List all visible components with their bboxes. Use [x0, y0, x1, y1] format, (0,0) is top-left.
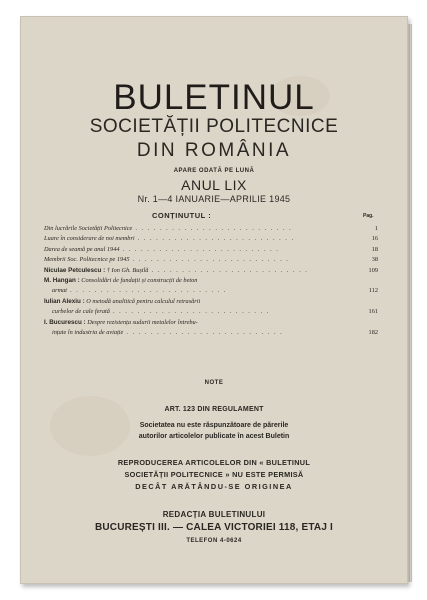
- toc-title: Consolidări de fundații și construcții de beton: [81, 276, 198, 284]
- toc-entry-text: [44, 318, 198, 328]
- toc-title: Luare în considerare de noi membri: [44, 235, 135, 243]
- reproduction-notice-line1: REPRODUCEREA ARTICOLELOR DIN « BULETINUL: [117, 458, 311, 467]
- toc-author: M. Hangan :: [44, 276, 80, 284]
- toc-title: Darea de seamă pe anul 1944: [44, 245, 120, 253]
- toc-page-number: 16: [371, 235, 378, 243]
- toc-leader-dots: . . . . . . . . . . . . . . . . . . . . . . . . . .: [129, 256, 290, 264]
- toc-author: Niculae Petculescu :: [44, 266, 106, 274]
- toc-entry: [44, 318, 378, 328]
- journal-title: BULETINUL: [113, 78, 315, 117]
- journal-subtitle-line2: DIN ROMÂNIA: [136, 140, 292, 161]
- toc-entry: [44, 255, 378, 265]
- toc-entry-text: [44, 266, 308, 276]
- toc-page-number: 109: [368, 266, 378, 274]
- toc-entry-text: [52, 328, 283, 338]
- toc-page-number: 1: [374, 225, 378, 232]
- issue-number: Nr. 1—4 IANUARIE—APRILIE 1945: [137, 194, 291, 204]
- toc-page-number: 161: [368, 308, 378, 316]
- toc-author: Iulian Alexiu :: [44, 297, 85, 305]
- volume-year: ANUL LIX: [181, 177, 247, 193]
- table-of-contents: [44, 224, 378, 338]
- toc-entry: [44, 224, 378, 234]
- toc-entry: [44, 234, 378, 244]
- editorial-office: REDACȚIA BULETINULUI: [162, 510, 266, 519]
- toc-leader-dots: . . . . . . . . . . . . . . . . . . . . . . . . . .: [119, 245, 280, 253]
- toc-leader-dots: . . . . . . . . . . . . . . . . . . . . . . . . . .: [132, 225, 293, 232]
- notes-label: NOTE: [204, 380, 224, 386]
- toc-entry: [44, 286, 378, 296]
- editorial-address: BUCUREȘTI III. — CALEA VICTORIEI 118, ETAJ I: [94, 522, 334, 533]
- toc-leader-dots: . . . . . . . . . . . . . . . . . . . . . . . . . .: [123, 328, 284, 336]
- toc-title: Membrii Soc. Politecnice pe 1945: [44, 256, 130, 264]
- toc-page-number: 38: [371, 256, 378, 264]
- toc-title: Din lucrările Societății Politecnice: [44, 225, 133, 232]
- reproduction-notice-line3: DECÂT ARĂTÂNDU-SE ORIGINEA: [135, 482, 293, 491]
- toc-entry-text: [44, 234, 295, 244]
- toc-entry: [44, 328, 378, 338]
- reproduction-notice-line2: SOCIETĂȚII POLITECNICE » NU ESTE PERMISĂ: [124, 470, 304, 479]
- journal-subtitle-line1: SOCIETĂȚII POLITECNICE: [89, 116, 339, 137]
- toc-entry: [44, 245, 378, 255]
- regulation-text-line2: autorilor articolelor publicate în acest Buletin: [138, 433, 290, 440]
- toc-entry-text: [44, 245, 279, 255]
- editorial-phone: TELEFON 4-0624: [186, 538, 242, 544]
- regulation-text-line1: Societatea nu este răspunzătoare de părerile: [139, 422, 289, 429]
- toc-entry: [44, 266, 378, 276]
- toc-page-number: 18: [371, 245, 378, 253]
- page-column-heading: Pag.: [363, 213, 374, 219]
- toc-page-number: 182: [368, 328, 378, 336]
- toc-leader-dots: . . . . . . . . . . . . . . . . . . . . . . . . . .: [134, 235, 295, 243]
- toc-leader-dots: . . . . . . . . . . . . . . . . . . . . . . . . . .: [148, 266, 309, 274]
- toc-entry-text: [44, 224, 292, 234]
- toc-entry-text: [44, 255, 289, 265]
- toc-leader-dots: . . . . . . . . . . . . . . . . . . . . . . . . . .: [67, 287, 227, 295]
- toc-title: ințate în industria de aviație: [52, 328, 124, 336]
- toc-entry-text: [44, 276, 197, 286]
- toc-title: armat: [52, 287, 68, 295]
- contents-heading: CONȚINUTUL :: [152, 211, 212, 220]
- toc-leader-dots: . . . . . . . . . . . . . . . . . . . . . . . . . .: [109, 308, 270, 316]
- toc-page-number: 112: [368, 287, 378, 295]
- toc-entry-text: [52, 286, 227, 296]
- toc-title: † Ion Gh. Bușilă: [106, 266, 149, 274]
- toc-title: curbelor de cale ferată: [52, 308, 110, 316]
- publication-frequency: APARE ODATĂ PE LUNĂ: [173, 168, 255, 174]
- toc-entry: [44, 297, 378, 307]
- toc-author: I. Bucurescu :: [44, 318, 86, 326]
- toc-entry: [44, 276, 378, 286]
- toc-entry: [44, 307, 378, 317]
- toc-entry-text: [52, 307, 270, 317]
- regulation-heading: ART. 123 DIN REGULAMENT: [164, 406, 264, 413]
- toc-title: O metodă analitică pentru calculul retrasării: [86, 297, 201, 305]
- toc-title: Despre rezistența sudurii metalelor întrebu-: [87, 318, 198, 326]
- toc-entry-text: [44, 297, 200, 307]
- journal-cover: [20, 16, 408, 584]
